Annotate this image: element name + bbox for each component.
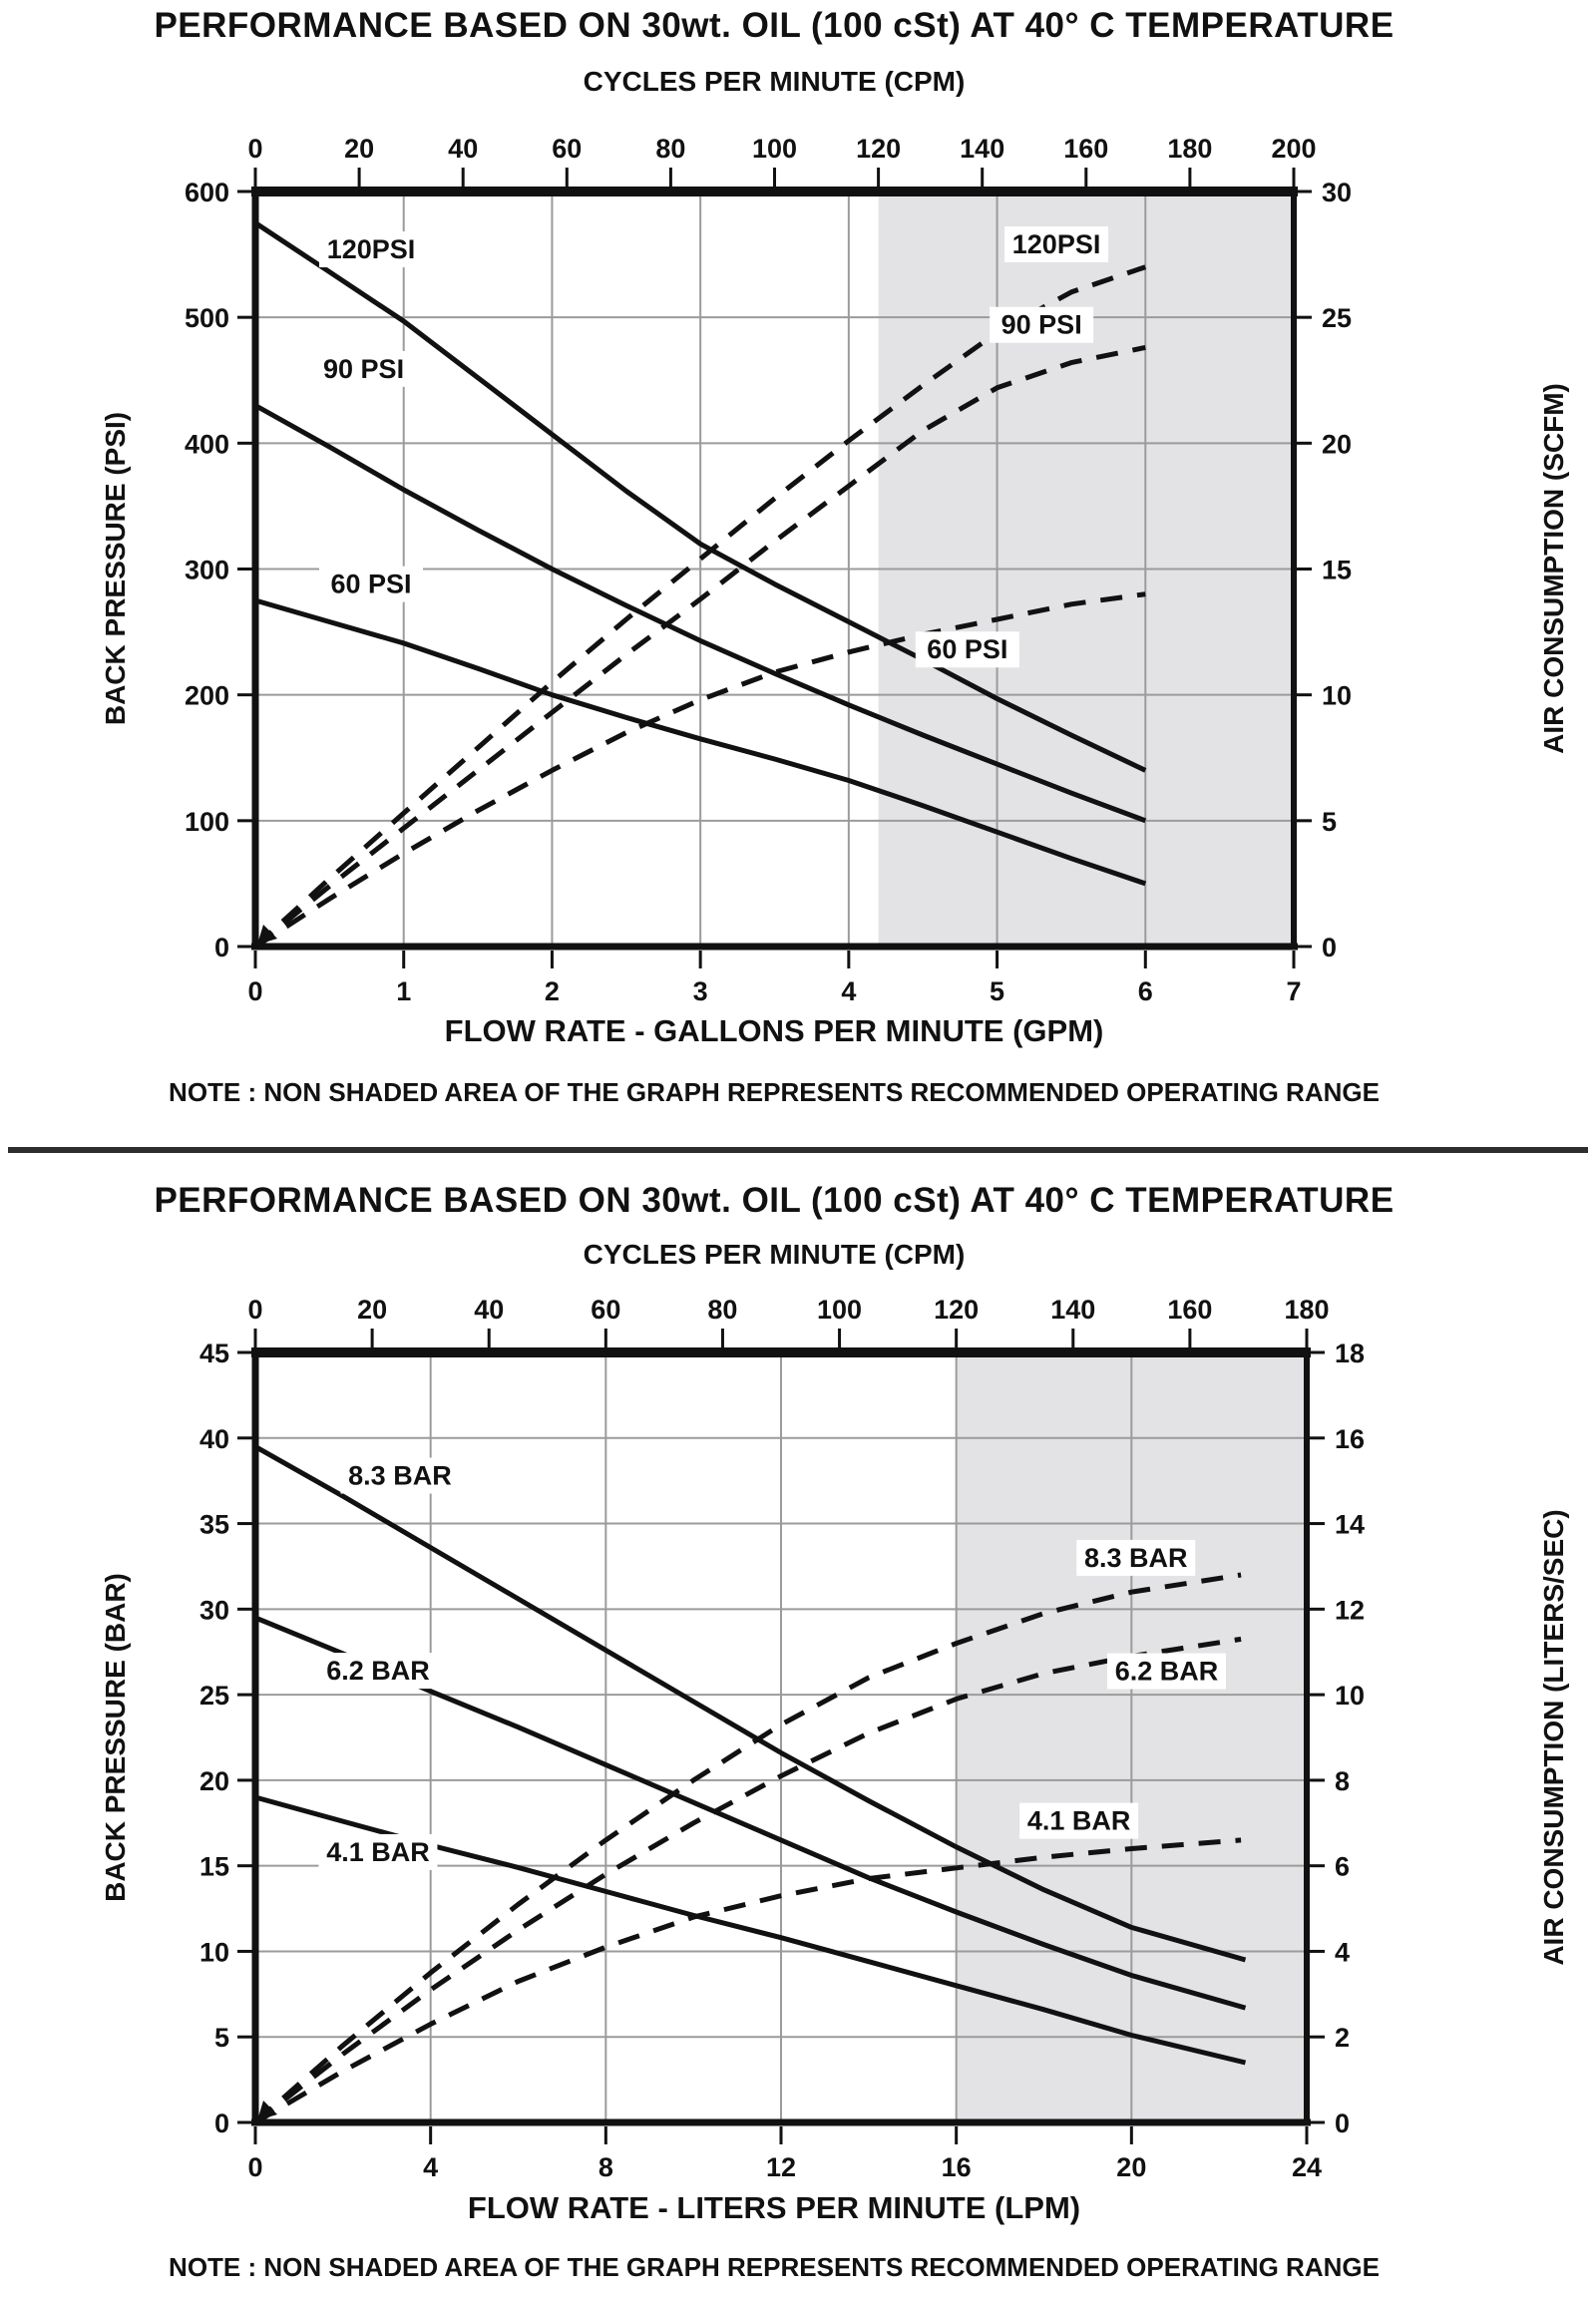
svg-text:12: 12	[1335, 1595, 1366, 1626]
section-divider	[8, 1147, 1588, 1153]
svg-text:20: 20	[344, 134, 375, 164]
svg-text:90 PSI: 90 PSI	[1000, 309, 1082, 340]
svg-text:20: 20	[199, 1765, 229, 1796]
svg-text:1: 1	[396, 976, 412, 1006]
svg-text:8.3 BAR: 8.3 BAR	[1083, 1542, 1188, 1573]
chart1-y-right-label: AIR CONSUMPTION (SCFM)	[1538, 383, 1569, 754]
chart1-x-axis-label: FLOW RATE - GALLONS PER MINUTE (GPM)	[444, 1013, 1104, 1048]
svg-text:12: 12	[765, 2152, 797, 2182]
svg-text:30: 30	[199, 1595, 229, 1626]
svg-text:180: 180	[1284, 1295, 1330, 1325]
svg-text:40: 40	[448, 134, 479, 164]
svg-text:10: 10	[1335, 1681, 1366, 1712]
svg-text:160: 160	[1063, 134, 1109, 164]
svg-text:100: 100	[817, 1295, 863, 1325]
svg-text:60 PSI: 60 PSI	[927, 634, 1008, 665]
svg-text:8: 8	[1335, 1765, 1351, 1796]
svg-text:16: 16	[941, 2152, 972, 2182]
svg-text:400: 400	[184, 429, 229, 460]
chart2-note: NOTE : NON SHADED AREA OF THE GRAPH REPRESENTS RECOMMENDED OPERATING RANGE	[169, 2252, 1380, 2282]
svg-text:45: 45	[199, 1339, 229, 1368]
svg-text:5: 5	[213, 2023, 229, 2054]
svg-text:140: 140	[1050, 1295, 1096, 1325]
svg-text:18: 18	[1335, 1339, 1366, 1368]
svg-text:3: 3	[692, 976, 708, 1006]
svg-text:90 PSI: 90 PSI	[323, 353, 405, 384]
svg-text:6.2 BAR: 6.2 BAR	[1114, 1656, 1219, 1687]
svg-text:8: 8	[598, 2152, 613, 2182]
svg-text:120: 120	[856, 134, 902, 164]
svg-text:25: 25	[199, 1681, 229, 1712]
svg-text:20: 20	[1116, 2152, 1147, 2182]
svg-text:7: 7	[1286, 976, 1302, 1006]
chart2-y-left-label: BACK PRESSURE (BAR)	[100, 1573, 131, 1902]
svg-text:2: 2	[544, 976, 560, 1006]
svg-text:30: 30	[1322, 178, 1353, 207]
svg-text:15: 15	[199, 1851, 229, 1882]
svg-text:2: 2	[1335, 2023, 1351, 2054]
svg-text:140: 140	[960, 134, 1005, 164]
svg-text:16: 16	[1335, 1423, 1366, 1454]
svg-text:24: 24	[1291, 2152, 1323, 2182]
svg-text:10: 10	[1322, 680, 1353, 711]
svg-text:200: 200	[1271, 134, 1317, 164]
svg-text:160: 160	[1167, 1295, 1213, 1325]
svg-text:500: 500	[184, 303, 229, 334]
svg-text:120: 120	[934, 1295, 980, 1325]
svg-text:0: 0	[247, 976, 263, 1006]
svg-text:0: 0	[247, 134, 263, 164]
svg-text:20: 20	[357, 1295, 388, 1325]
svg-text:4: 4	[1335, 1937, 1351, 1968]
svg-text:600: 600	[184, 178, 229, 207]
chart1-canvas	[0, 0, 1596, 1147]
svg-text:14: 14	[1335, 1509, 1366, 1540]
svg-text:40: 40	[474, 1295, 505, 1325]
svg-text:15: 15	[1322, 555, 1353, 585]
svg-text:10: 10	[199, 1937, 229, 1968]
chart2-x-axis-label: FLOW RATE - LITERS PER MINUTE (LPM)	[467, 2190, 1081, 2225]
chart1-top-axis-label: CYCLES PER MINUTE (CPM)	[583, 66, 966, 97]
svg-text:6: 6	[1335, 1851, 1351, 1882]
svg-text:100: 100	[751, 134, 798, 164]
svg-text:6: 6	[1137, 976, 1153, 1006]
svg-text:60: 60	[552, 134, 583, 164]
chart1-note: NOTE : NON SHADED AREA OF THE GRAPH REPRESENTS RECOMMENDED OPERATING RANGE	[169, 1077, 1380, 1107]
svg-text:20: 20	[1322, 429, 1353, 460]
chart1-title: PERFORMANCE BASED ON 30wt. OIL (100 cSt) AT 40° C TEMPERATURE	[154, 6, 1395, 45]
svg-text:180: 180	[1167, 134, 1213, 164]
chart2-canvas	[0, 1157, 1596, 2298]
svg-text:0: 0	[213, 933, 229, 962]
svg-text:4.1 BAR: 4.1 BAR	[326, 1836, 430, 1867]
svg-text:25: 25	[1322, 303, 1353, 334]
chart2-top-axis-label: CYCLES PER MINUTE (CPM)	[583, 1239, 966, 1270]
svg-text:0: 0	[247, 2152, 263, 2182]
svg-text:4.1 BAR: 4.1 BAR	[1026, 1805, 1131, 1836]
svg-text:0: 0	[1322, 933, 1338, 962]
svg-text:6.2 BAR: 6.2 BAR	[326, 1656, 430, 1687]
svg-text:80: 80	[707, 1295, 738, 1325]
svg-text:60: 60	[591, 1295, 621, 1325]
svg-text:5: 5	[990, 976, 1005, 1006]
svg-text:100: 100	[184, 806, 229, 837]
svg-text:0: 0	[213, 2108, 229, 2138]
svg-text:40: 40	[199, 1423, 229, 1454]
chart2-y-right-label: AIR CONSUMPTION (LITERS/SEC)	[1538, 1509, 1569, 1966]
svg-text:4: 4	[841, 976, 857, 1006]
svg-text:60 PSI: 60 PSI	[330, 569, 412, 599]
svg-text:200: 200	[184, 680, 229, 711]
svg-text:4: 4	[423, 2152, 439, 2182]
svg-text:120PSI: 120PSI	[1011, 228, 1101, 259]
svg-text:35: 35	[199, 1509, 229, 1540]
svg-text:120PSI: 120PSI	[326, 234, 416, 265]
svg-text:8.3 BAR: 8.3 BAR	[348, 1460, 452, 1491]
chart2-title: PERFORMANCE BASED ON 30wt. OIL (100 cSt) AT 40° C TEMPERATURE	[154, 1181, 1395, 1220]
svg-text:0: 0	[247, 1295, 263, 1325]
svg-text:0: 0	[1335, 2108, 1351, 2138]
svg-text:80: 80	[655, 134, 686, 164]
chart1-y-left-label: BACK PRESSURE (PSI)	[100, 411, 131, 726]
svg-text:300: 300	[184, 555, 229, 585]
svg-text:5: 5	[1322, 806, 1338, 837]
